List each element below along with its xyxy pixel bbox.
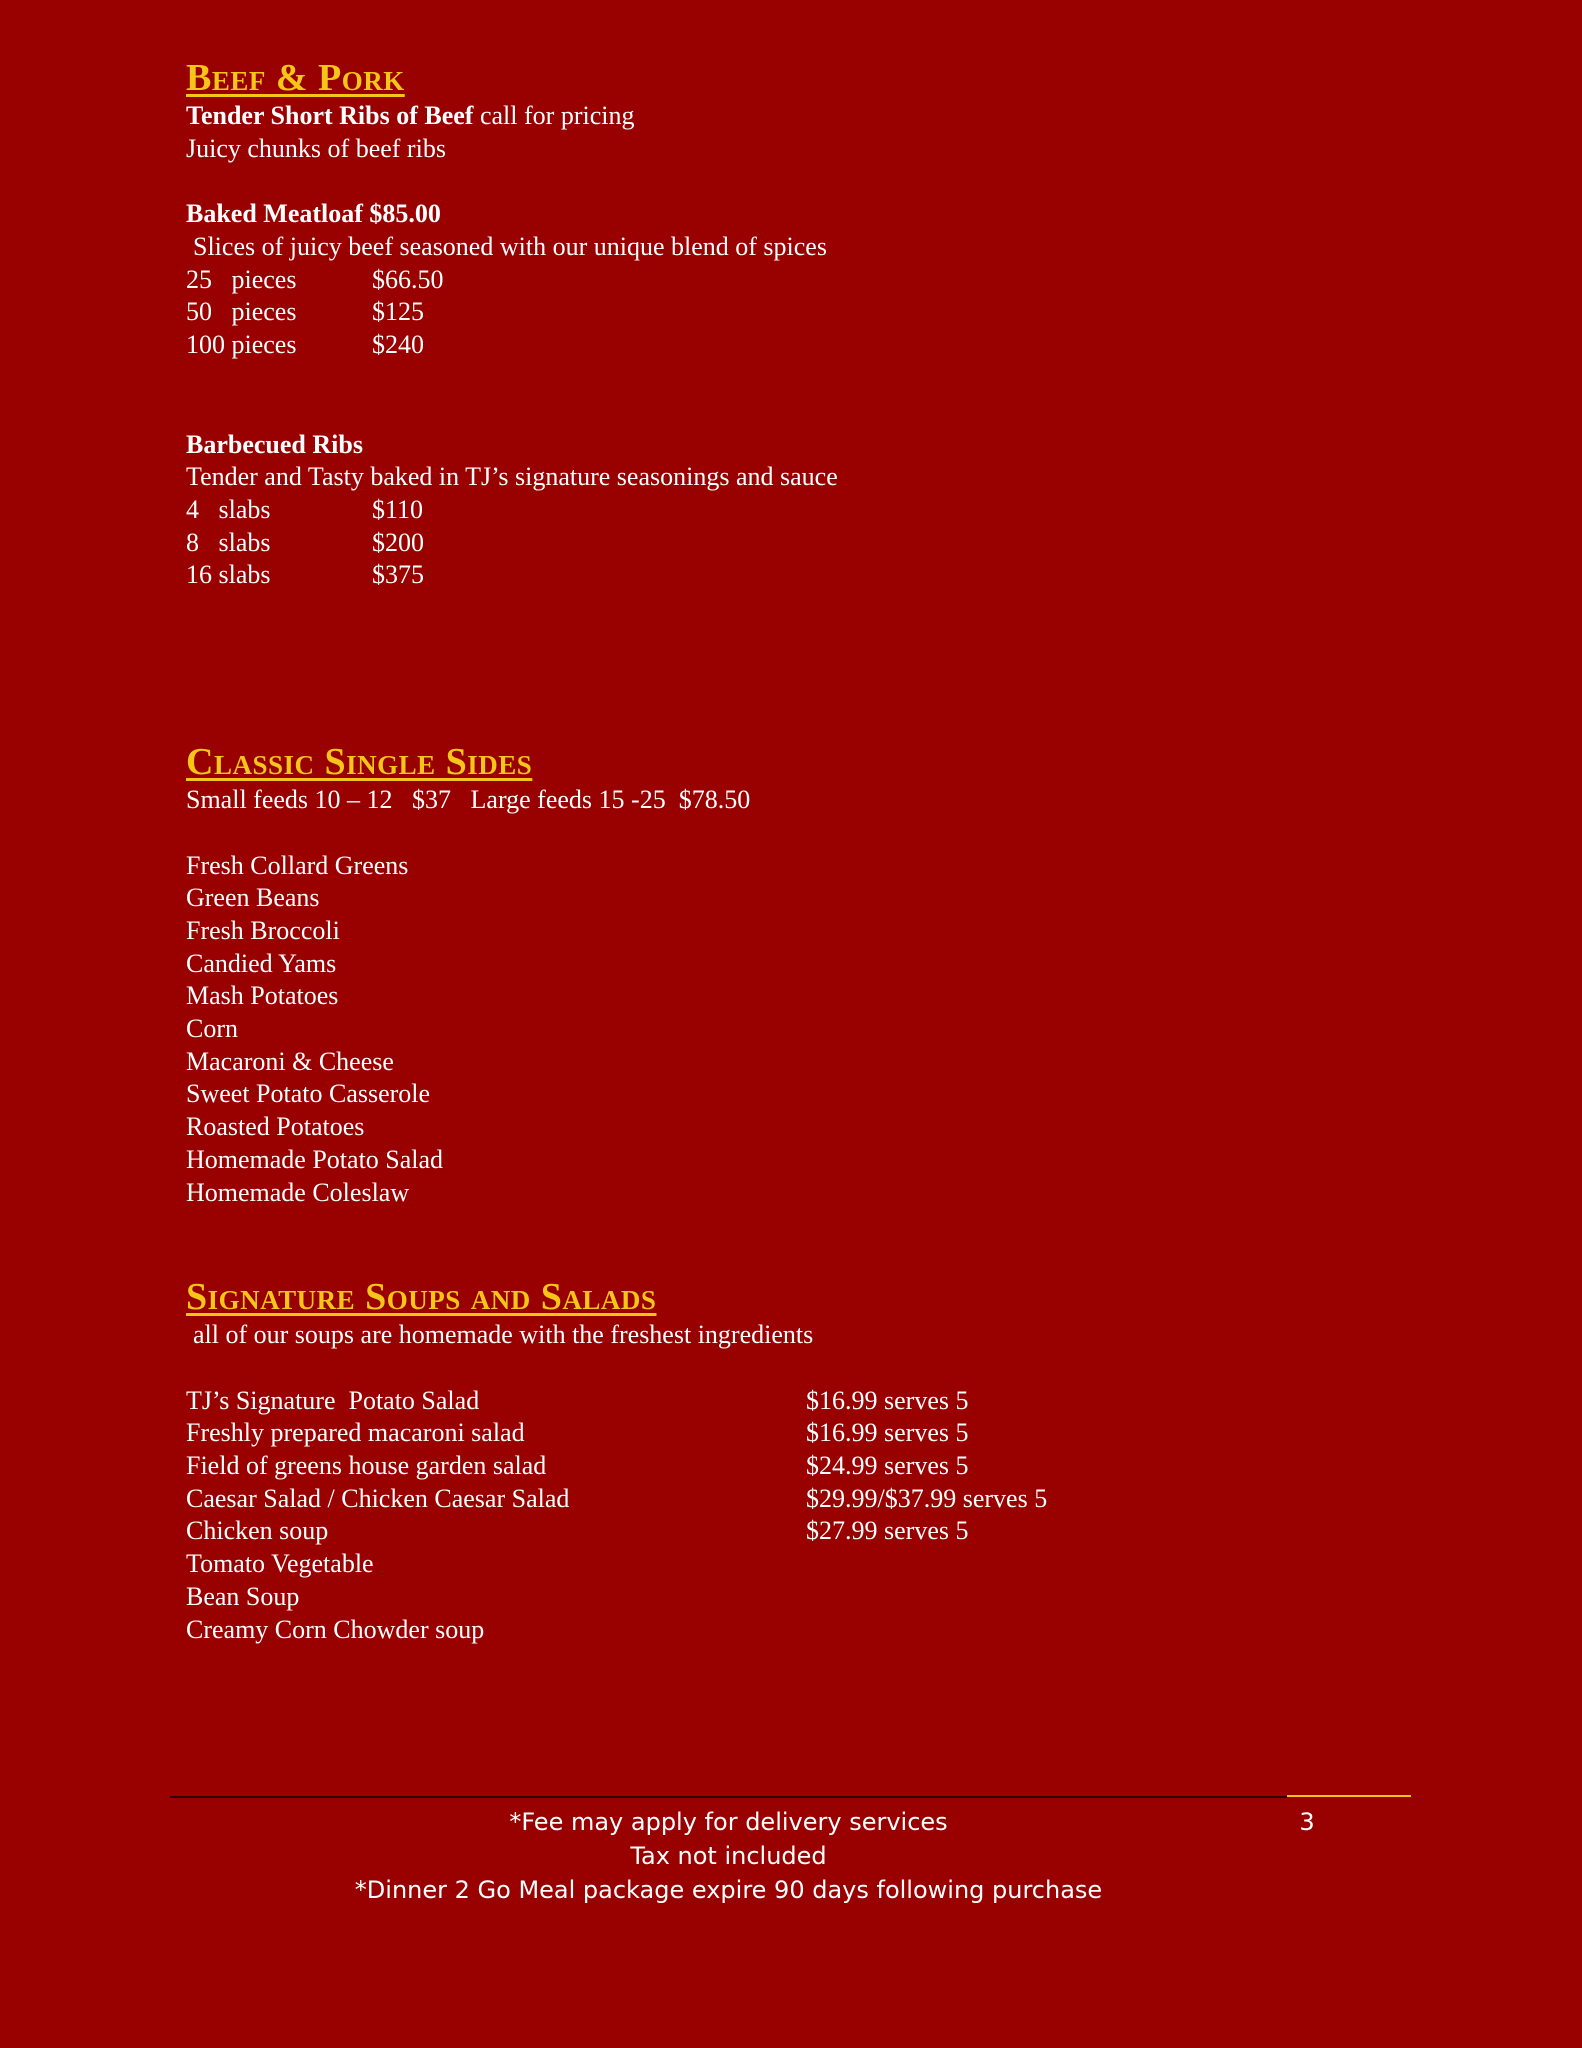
option-qty: 100 pieces xyxy=(186,329,297,359)
item-name: Tomato Vegetable xyxy=(186,1549,374,1579)
side-item: Fresh Broccoli xyxy=(186,915,340,945)
side-item: Homemade Coleslaw xyxy=(186,1177,410,1207)
option-price: $66.50 xyxy=(372,264,444,294)
footer-expiry-note: *Dinner 2 Go Meal package expire 90 days following purchase xyxy=(354,1876,1103,1904)
menu-page-content xyxy=(186,56,1386,1646)
side-item: Green Beans xyxy=(186,883,320,913)
item-name: Freshly prepared macaroni salad xyxy=(186,1418,525,1448)
item-price: $16.99 serves 5 xyxy=(806,1385,969,1415)
ribs-title: Barbecued Ribs xyxy=(186,429,363,459)
option-price: $125 xyxy=(372,297,424,327)
soups-salads-subtitle: all of our soups are homemade with the freshest ingredients xyxy=(193,1320,814,1350)
option-price: $200 xyxy=(372,527,424,557)
footer-delivery-note: *Fee may apply for delivery services xyxy=(509,1808,948,1836)
option-qty: 25 pieces xyxy=(186,264,297,294)
sides-heading: Classic Single Sides xyxy=(186,741,533,784)
item-price: $24.99 serves 5 xyxy=(806,1451,969,1481)
option-qty: 16 slabs xyxy=(186,560,271,590)
side-item: Mash Potatoes xyxy=(186,981,339,1011)
side-item: Corn xyxy=(186,1014,238,1044)
option-qty: 8 slabs xyxy=(186,527,271,557)
option-price: $375 xyxy=(372,560,424,590)
option-qty: 4 slabs xyxy=(186,495,271,525)
ribs-description: Tender and Tasty baked in TJ’s signature seasonings and sauce xyxy=(186,462,838,492)
option-price: $110 xyxy=(372,495,424,525)
option-qty: 50 pieces xyxy=(186,297,297,327)
item-name: Caesar Salad / Chicken Caesar Salad xyxy=(186,1483,570,1513)
item-name: Chicken soup xyxy=(186,1516,329,1546)
item-name: Field of greens house garden salad xyxy=(186,1451,547,1481)
side-item: Sweet Potato Casserole xyxy=(186,1079,431,1109)
short-ribs-description: Juicy chunks of beef ribs xyxy=(186,133,446,163)
footer xyxy=(170,1805,1287,1907)
soup-salad-item xyxy=(186,1450,1386,1483)
meatloaf-option xyxy=(186,329,1386,362)
meatloaf-title: Baked Meatloaf $85.00 xyxy=(186,199,441,229)
soup-salad-item xyxy=(186,1385,1386,1418)
footer-divider xyxy=(170,1796,1287,1798)
page-number: 3 xyxy=(1299,1808,1315,1836)
meatloaf-description: Slices of juicy beef seasoned with our unique blend of spices xyxy=(193,231,827,261)
soup-salad-item xyxy=(186,1483,1386,1516)
item-name: Bean Soup xyxy=(186,1581,300,1611)
soups-salads-heading: Signature Soups and Salads xyxy=(186,1276,657,1319)
beef-pork-heading: Beef & Pork xyxy=(186,57,405,99)
soup-salad-item xyxy=(186,1417,1386,1450)
short-ribs-title: Tender Short Ribs of Beef xyxy=(186,101,474,130)
item-price: $29.99/$37.99 serves 5 xyxy=(806,1483,1048,1513)
side-item: Macaroni & Cheese xyxy=(186,1046,394,1076)
footer-tax-note: Tax not included xyxy=(630,1842,827,1870)
short-ribs-line xyxy=(186,100,1386,133)
option-price: $240 xyxy=(372,329,424,359)
item-price: $27.99 serves 5 xyxy=(806,1516,969,1546)
meatloaf-option xyxy=(186,264,1386,297)
item-name: Creamy Corn Chowder soup xyxy=(186,1614,485,1644)
ribs-option xyxy=(186,559,1386,592)
soup-salad-item xyxy=(186,1581,1386,1614)
side-item: Roasted Potatoes xyxy=(186,1112,365,1142)
meatloaf-option xyxy=(186,296,1386,329)
short-ribs-price-note: call for pricing xyxy=(473,101,635,130)
side-item: Fresh Collard Greens xyxy=(186,850,409,880)
soup-salad-item xyxy=(186,1548,1386,1581)
footer-divider-accent xyxy=(1287,1795,1411,1797)
soup-salad-item xyxy=(186,1614,1386,1647)
ribs-option xyxy=(186,527,1386,560)
side-item: Homemade Potato Salad xyxy=(186,1144,444,1174)
ribs-option xyxy=(186,494,1386,527)
soup-salad-item xyxy=(186,1515,1386,1548)
item-name: TJ’s Signature Potato Salad xyxy=(186,1385,480,1415)
item-price: $16.99 serves 5 xyxy=(806,1418,969,1448)
side-item: Candied Yams xyxy=(186,948,337,978)
sides-pricing: Small feeds 10 – 12 $37 Large feeds 15 -25 $78.50 xyxy=(186,785,751,815)
